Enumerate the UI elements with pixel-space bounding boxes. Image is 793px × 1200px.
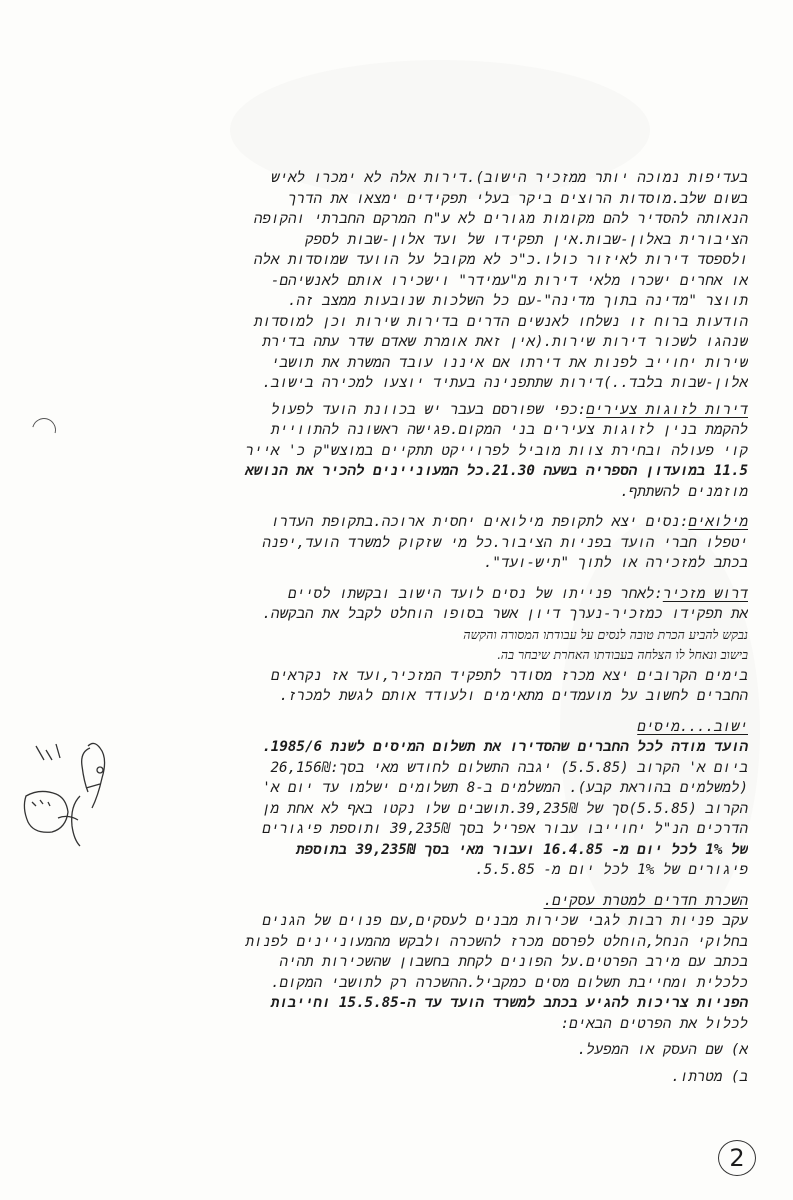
text-line: או אחרים ישכרו מלאי דירות מ"עמידר" וישכירו אותם לאנשיהם- [270, 272, 748, 289]
list-item: ב) מטרתו. [671, 1068, 748, 1085]
text-line: הפניות צריכות להגיע בכתב למשרד הועד עד ה-15.5.85 וחייבות [270, 995, 748, 1011]
handwritten-line: בישוב ונאחל לו הצלחה בעבודתו האחרת שיבחר בה. [496, 647, 748, 662]
list-item: א) שם העסק או המפעל. [577, 1042, 748, 1058]
section-heading-young-couples: דירות לזוגות צעירים [586, 401, 748, 418]
text-line: שנהגו לשכור דירות שירות.(אין זאת אומרת שאדם שדר עתה בדירת [262, 334, 748, 350]
text-line: יטפלו חברי הועד בפניות הציבור.כל מי שזקוק למשרד הועד,יפנה [262, 534, 748, 551]
text-line: הדרכים הנ"ל יחוייבו עבור אפריל בסך 39,235₪ ותוספת פיגורים [262, 821, 748, 837]
text-line: אלון-שבות בלבד..)דירות שתתפנינה בעתיד יוצעו למכירה בישוב. [262, 375, 748, 391]
text-line: ולספסד דירות לאיזור כולו.כ"כ לא מקובל על הוועד שמוסדות אלה [253, 252, 748, 268]
text-line: ביום א' הקרוב (5.5.85) יגבה התשלום לחודש מאי בסך:26,156₪ [270, 759, 748, 776]
section-heading-business-rentals: השכרת חדרים למטרת עסקים. [543, 892, 748, 909]
text-line: תווצר "מדינה בתוך מדינה"-עם כל השלכות שנובעות ממצב זה. [287, 293, 748, 309]
text-line: בכתב למזכירה או לתוך "תיש-ועד". [483, 555, 748, 571]
text-line: (למשלמים בהוראת קבע). המשלמים ב-8 תשלומים ישלמו עד יום א' [262, 780, 748, 796]
section-secretary-wanted-first-line: דרוש מזכיר:לאחר פנייתו של נסים לועד הישוב ובקשתו לסיים [287, 585, 748, 602]
section-reserve-duty-first-line: מילואים:נסים יצא לתקופת מילואים יחסית ארוכה.בתקופת העדרו [270, 514, 748, 530]
text-line: הקרוב (5.5.85)סך של 39,235₪.תושבים שלו נקטו באף לא אחת מן [261, 800, 748, 817]
text-line: את תפקידו כמזכיר-נערך דיון אשר בסופו הוחלט לקבל את הבקשה. [262, 606, 748, 622]
text-line: של 1% לכל יום מ- 16.4.85 ועבור מאי בסך 39,235₪ בתוספת [295, 841, 748, 858]
text-line: 11.5 במועדון הספריה בשעה 21.30.כל המעוניינים להכיר את הנושא [245, 463, 748, 479]
section-heading-secretary-wanted: דרוש מזכיר [662, 585, 748, 602]
text-line: בשום שלב.מוסדות הרוצים ביקר בעלי תפקידים ימצאו את הדרך [288, 190, 748, 207]
text-line: בחלוקי הנחל,הוחלט לפרסם מכרז להשכרה ולבקש מהמעוניינים לפנות [245, 933, 748, 950]
section-heading-reserve-duty: מילואים [688, 514, 748, 530]
section-young-couples-first-line: דירות לזוגות צעירים:כפי שפורסם בעבר יש בכוונת הועד לפעול [270, 401, 748, 418]
handwritten-line: נבקש להביע הכרת טובה לנסים על עבודתו המסורה והקשה [463, 626, 748, 642]
text-line: להקמת בנין לזוגות צעירים בני המקום.פגישה ראשונה להתוויית [271, 422, 748, 438]
text-line: מוזמנים להשתתף. [620, 483, 748, 500]
text-line: החברים לחשוב על מועמדים מתאימים ולעודד אותם לגשת למכרז. [279, 688, 748, 704]
text-line: הועד מודה לכל החברים שהסדירו את תשלום המיסים לשנת 1985/6. [262, 739, 748, 755]
text-line: עקב פניות רבות לגבי שכירות מבנים לעסקים,עם פנוים של הגנים [262, 913, 748, 929]
text-line: בעדיפות נמוכה יותר ממזכיר הישוב).דירות אלה לא ימכרו לאיש [270, 170, 748, 186]
text-line: קוי פעולה ובחירת צוות מוביל לפרוייקט תתקיים במוצש"ק כ' אייר [245, 442, 748, 459]
text-line: פיגורים של 1% לכל יום מ- 5.5.85. [475, 862, 748, 878]
text-line: שירות יחוייב לפנות את דירתו אם איננו עובד המשרת את תושבי [270, 354, 748, 371]
text-line: לכלול את הפרטים הבאים: [560, 1015, 748, 1032]
text-line: הציבורית באלון-שבות.אין תפקידו של ועד אלון-שבות לספק [305, 231, 748, 248]
text-line: הודעות ברוח זו נשלחו לאנשים הדרים בדירות שירות וכן למוסדות [253, 313, 748, 330]
text-line: בכתב עם מירב הפרטים.על הפונים לקחת בחשבון שהשכירות תהיה [279, 954, 748, 970]
newsletter-body [100, 168, 748, 1087]
text-line: כלכלית ומחייבת תשלום מסים כמקביל.ההשכרה רק לתושבי המקום. [270, 974, 748, 991]
page-number-circle: 2 [718, 1140, 756, 1176]
section-heading-taxes: ישוב....מיסים [637, 718, 748, 735]
text-line: הנאותה להסדיר להם מקומות מגורים לא ע"ח המרקם החברתי והקופה [253, 211, 748, 227]
text-line: בימים הקרובים יצא מכרז מסודר לתפקיד המזכיר,ועד אז נקראים [270, 667, 748, 684]
punch-hole-mark [28, 414, 61, 447]
